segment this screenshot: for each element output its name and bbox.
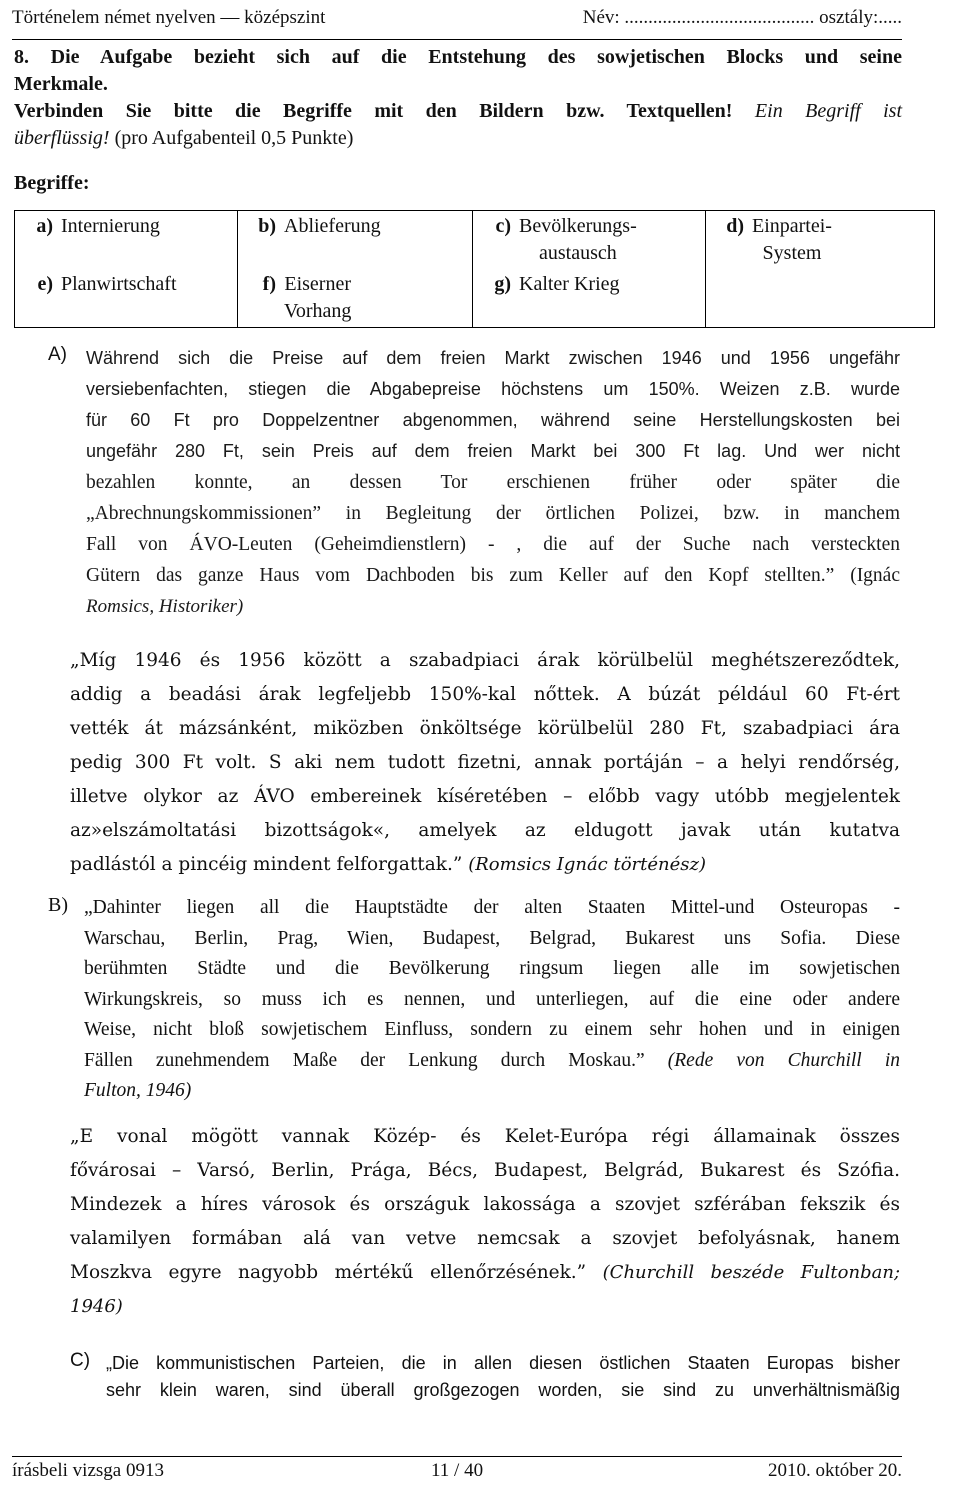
source-c-line: sehr klein waren, sind überall großgezogen worden, sie sind zu unverhältnismäßig (106, 1380, 900, 1400)
source-a-line: für 60 Ft pro Doppelzentner abgenommen, während seine Herstellungskosten bei (86, 410, 900, 430)
terms-label: Begriffe: (14, 172, 90, 194)
term-letter: e) (37, 273, 53, 295)
header-name-class-field: Név: ........................................ osztály:..... (582, 7, 902, 28)
term-text: Ablieferung (284, 215, 381, 237)
term-letter: b) (258, 215, 276, 237)
source-b-line: berühmten Städte und die Bevölkerung ringsum liegen alle im sowjetischen (84, 958, 900, 979)
source-b-hu-line-5 (70, 1256, 900, 1290)
source-b-hu-citation: (Churchill beszéde Fultonban; (602, 1262, 901, 1283)
footer-date: 2010. október 20. (767, 1460, 902, 1481)
source-a-hu-line: az»elszámoltatási bizottságok«, amelyek az eldugott javak után kutatva (70, 820, 900, 841)
source-b-line: Wirkungskreis, so muss ich es nennen, und unterliegen, auf die eine oder andere (84, 988, 900, 1010)
term-e (15, 269, 238, 328)
source-b-line: „Dahinter liegen all die Hauptstädte der alten Staaten Mittel-und Osteuropas - (84, 897, 900, 918)
term-b (238, 211, 473, 270)
term-letter: f) (262, 273, 276, 295)
source-b-hu-line: valamilyen formában alá van vetve nemcsak a szovjet befolyásnak, hanem (70, 1228, 900, 1249)
source-b-hu-line: fővárosai – Varsó, Berlin, Prága, Bécs, Budapest, Belgrád, Bukarest és Szófia. (70, 1160, 900, 1181)
source-a-line: Während sich die Preise auf dem freien Markt zwischen 1946 und 1956 ungefähr (86, 348, 900, 368)
source-a-hu-text: padlástól a pincéig mindent felforgattak.” (70, 854, 463, 875)
source-a-line: bezahlen konnte, an dessen Tor erschienen früher oder später die (86, 472, 900, 493)
task-line-4 (14, 125, 902, 152)
term-text-line2: austausch (539, 242, 617, 264)
header-subject: Történelem német nyelven — középszint (12, 7, 326, 28)
task-line-2: Merkmale. (14, 73, 108, 95)
term-a (15, 211, 238, 270)
footer-rule (12, 1456, 902, 1457)
source-b-line: Weise, nicht bloß sowjetischem Einfluss, sondern zu einem sehr hohen und in einigen (84, 1019, 900, 1040)
term-letter: c) (495, 215, 511, 237)
terms-table (14, 210, 935, 328)
term-text: Planwirtschaft (61, 273, 177, 295)
term-letter: g) (494, 273, 511, 295)
term-text-line2: Vorhang (284, 300, 352, 322)
source-a-hungarian (70, 644, 900, 882)
footer-page-number: 11 / 40 (431, 1460, 484, 1481)
term-text-line1: Einpartei- (752, 215, 832, 237)
source-a-hu-citation: (Romsics Ignác történész) (468, 854, 707, 875)
task-instruction-bold: Verbinden Sie bitte die Begriffe mit den Bildern bzw. Textquellen! (14, 100, 733, 122)
source-c-label: C) (70, 1350, 91, 1371)
source-a-hu-line: addig a beadási árak legfeljebb 150%-kal nőttek. A búzát például 60 Ft-ért (70, 684, 900, 705)
task-superfluous: überflüssig! (14, 127, 110, 149)
source-a-hu-line: „Míg 1946 és 1956 között a szabadpiaci árak körülbelül meghétszereződtek, (70, 650, 900, 671)
header-rule (12, 39, 902, 40)
source-a-line: ungefähr 280 Ft, sein Preis auf dem freien Markt bei 300 Ft lag. Und wer nicht (86, 441, 900, 461)
source-b-hu-text-end: Moszkva egyre nagyobb mértékű ellenőrzésének.” (70, 1262, 587, 1283)
term-text (752, 213, 832, 267)
source-b-citation-end: Fulton, 1946) (84, 1080, 192, 1101)
task-line-1: 8. Die Aufgabe bezieht sich auf die Entstehung des sowjetischen Blocks und seine (14, 46, 902, 68)
term-text (519, 213, 637, 267)
term-g (473, 269, 706, 328)
task-line-3 (14, 98, 902, 125)
term-d (706, 211, 935, 328)
source-b-hu-line: „E vonal mögött vannak Közép- és Kelet-Európa régi államainak összes (70, 1126, 900, 1147)
source-a-hu-last-line (70, 848, 900, 882)
task-instructions (14, 44, 902, 152)
source-b-hu-line: Mindezek a híres városok és országuk lakossága a szovjet szférában fekszik és (70, 1194, 900, 1215)
term-letter: d) (726, 215, 744, 237)
source-a-line: „Abrechnungskommissionen” in Begleitung der örtlichen Polizei, bzw. in manchem (86, 503, 900, 524)
task-instruction-italic: Ein Begriff ist (754, 100, 903, 122)
term-text-line1: Bevölkerungs- (519, 215, 637, 237)
term-text-line2: System (762, 242, 822, 264)
term-f (238, 269, 473, 328)
source-a-citation: Romsics, Historiker) (86, 596, 244, 617)
source-b-text-end: Fällen zunehmendem Maße der Lenkung durch Moskau.” (84, 1049, 645, 1071)
page-footer (12, 1460, 902, 1488)
task-points: (pro Aufgabenteil 0,5 Punkte) (114, 127, 354, 149)
term-text: Kalter Krieg (519, 273, 620, 295)
term-letter: a) (36, 215, 53, 237)
source-b-text (84, 893, 900, 1107)
source-a-line: versiebenfachten, stiegen die Abgabepreise höchstens um 150%. Weizen z.B. wurde (86, 379, 900, 399)
source-c-line: „Die kommunistischen Parteien, die in allen diesen östlichen Staaten Europas bisher (106, 1353, 900, 1373)
source-a-hu-line: illetve olykor az ÁVO embereinek kíséretében – előbb vagy utóbb megjelentek (70, 786, 900, 807)
source-b-line-6 (84, 1046, 900, 1077)
source-b-hu-citation-end: 1946) (70, 1296, 123, 1317)
term-text (284, 271, 351, 325)
source-a-label: A) (48, 344, 67, 365)
source-c-text (106, 1350, 900, 1404)
page-header (12, 4, 902, 34)
source-b-line: Warschau, Berlin, Prag, Wien, Budapest, Belgrad, Bukarest uns Sofia. Diese (84, 927, 900, 949)
footer-exam-code: írásbeli vizsga 0913 (12, 1460, 164, 1481)
term-c (473, 211, 706, 270)
source-a-hu-line: vették át mázsánként, miközben önköltsége körülbelül 280 Ft, szabadpiaci ára (70, 718, 900, 739)
source-a-line: Fall von ÁVO-Leuten (Geheimdienstlern) - , die auf der Suche nach versteckten (86, 534, 900, 555)
source-b-citation: (Rede von Churchill in (667, 1049, 901, 1071)
source-b-label: B) (48, 894, 68, 916)
term-text-line1: Eiserner (284, 273, 352, 295)
source-a-text (86, 343, 900, 622)
source-b-hungarian (70, 1120, 900, 1324)
source-a-line: Gütern das ganze Haus vom Dachboden bis zum Keller auf den Kopf stellten.” (Ignác (86, 565, 900, 586)
source-a-hu-line: pedig 300 Ft volt. S aki nem tudott fizetni, annak portáján – a helyi rendőrség, (70, 752, 900, 773)
term-text: Internierung (61, 215, 160, 237)
